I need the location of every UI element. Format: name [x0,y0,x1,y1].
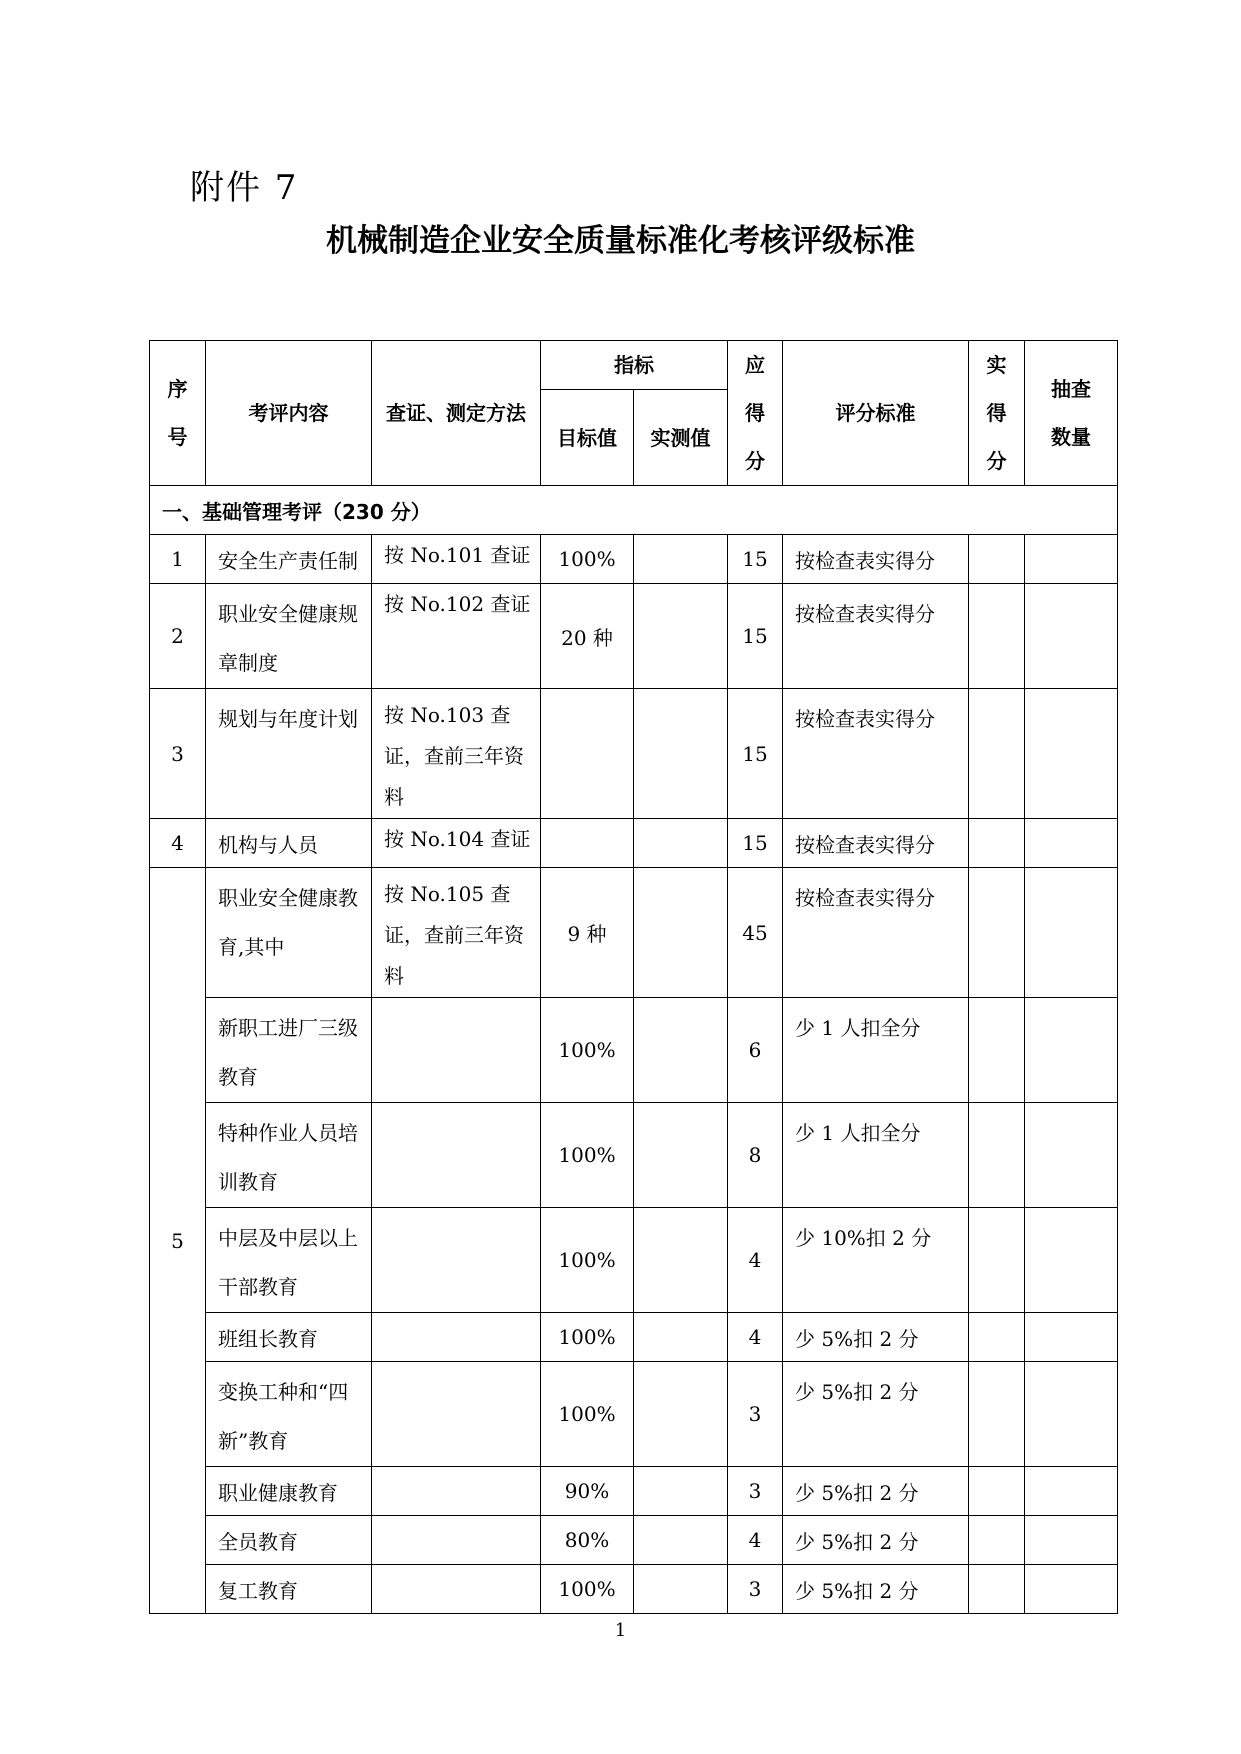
table-row [150,1313,1118,1362]
actual-score-cell [969,1103,1025,1208]
measured-cell [634,1516,728,1565]
sample-cell [1025,689,1118,819]
measured-cell [634,1565,728,1614]
measured-cell [634,868,728,998]
score-cell: 15 [728,689,783,819]
table-row [150,535,1118,584]
seq-cell: 5 [150,868,206,1614]
criteria-cell: 少 5%扣 2 分 [783,1313,969,1362]
method-cell [372,1467,541,1516]
score-cell: 4 [728,1516,783,1565]
content-cell: 职业健康教育 [206,1467,372,1516]
content-cell: 职业安全健康教育,其中 [206,868,372,998]
score-cell: 15 [728,819,783,868]
table-row [150,868,1118,998]
assessment-table [149,340,1118,1614]
criteria-cell: 按检查表实得分 [783,868,969,998]
header-method: 查证、测定方法 [372,341,541,486]
content-cell: 中层及中层以上干部教育 [206,1208,372,1313]
score-cell: 15 [728,584,783,689]
method-cell [372,998,541,1103]
sample-cell [1025,535,1118,584]
target-cell: 100% [541,535,634,584]
sample-cell [1025,1313,1118,1362]
criteria-cell: 少 5%扣 2 分 [783,1565,969,1614]
target-cell: 100% [541,1565,634,1614]
content-cell: 全员教育 [206,1516,372,1565]
table-row [150,1516,1118,1565]
sample-cell [1025,1103,1118,1208]
target-cell [541,689,634,819]
target-cell: 100% [541,1208,634,1313]
criteria-cell: 按检查表实得分 [783,584,969,689]
criteria-cell: 少 1 人扣全分 [783,1103,969,1208]
actual-score-cell [969,584,1025,689]
table-row [150,819,1118,868]
content-cell: 职业安全健康规章制度 [206,584,372,689]
measured-cell [634,819,728,868]
criteria-cell: 按检查表实得分 [783,819,969,868]
target-cell [541,819,634,868]
header-target: 目标值 [541,390,634,486]
method-cell [372,1362,541,1467]
seq-cell: 3 [150,689,206,819]
sample-cell [1025,1565,1118,1614]
method-cell [372,1103,541,1208]
header-measured: 实测值 [634,390,728,486]
target-cell: 100% [541,1103,634,1208]
method-cell: 按 No.105 查证，查前三年资料 [372,868,541,998]
header-criteria: 评分标准 [783,341,969,486]
actual-score-cell [969,1467,1025,1516]
sample-cell [1025,1516,1118,1565]
table-row [150,1362,1118,1467]
measured-cell [634,535,728,584]
table-row [150,1467,1118,1516]
table-row [150,998,1118,1103]
score-cell: 3 [728,1362,783,1467]
attachment-label: 附件 7 [190,168,299,208]
actual-score-cell [969,1313,1025,1362]
content-cell: 机构与人员 [206,819,372,868]
sample-cell [1025,998,1118,1103]
actual-score-cell [969,1516,1025,1565]
header-sample: 抽查 数量 [1025,341,1118,486]
header-actual-score: 实 得 分 [969,341,1025,486]
seq-cell: 1 [150,535,206,584]
page-number: 1 [614,1620,627,1641]
method-cell [372,1313,541,1362]
criteria-cell: 少 5%扣 2 分 [783,1516,969,1565]
sample-cell [1025,1208,1118,1313]
actual-score-cell [969,1362,1025,1467]
header-seq: 序 号 [150,341,206,486]
criteria-cell: 少 5%扣 2 分 [783,1362,969,1467]
criteria-cell: 少 5%扣 2 分 [783,1467,969,1516]
measured-cell [634,1362,728,1467]
section-heading: 一、基础管理考评（230 分） [150,486,1118,535]
score-cell: 15 [728,535,783,584]
criteria-cell: 按检查表实得分 [783,535,969,584]
sample-cell [1025,1362,1118,1467]
actual-score-cell [969,998,1025,1103]
sample-cell [1025,868,1118,998]
table-row [150,1565,1118,1614]
measured-cell [634,689,728,819]
target-cell: 20 种 [541,584,634,689]
criteria-cell: 少 1 人扣全分 [783,998,969,1103]
target-cell: 90% [541,1467,634,1516]
score-cell: 4 [728,1208,783,1313]
measured-cell [634,998,728,1103]
actual-score-cell [969,535,1025,584]
score-cell: 3 [728,1565,783,1614]
content-cell: 特种作业人员培训教育 [206,1103,372,1208]
method-cell: 按 No.103 查证，查前三年资料 [372,689,541,819]
measured-cell [634,1208,728,1313]
table-row [150,689,1118,819]
criteria-cell: 少 10%扣 2 分 [783,1208,969,1313]
table-row [150,1103,1118,1208]
measured-cell [634,584,728,689]
target-cell: 80% [541,1516,634,1565]
content-cell: 变换工种和“四新”教育 [206,1362,372,1467]
content-cell: 新职工进厂三级教育 [206,998,372,1103]
content-cell: 复工教育 [206,1565,372,1614]
measured-cell [634,1467,728,1516]
criteria-cell: 按检查表实得分 [783,689,969,819]
target-cell: 100% [541,998,634,1103]
content-cell: 规划与年度计划 [206,689,372,819]
seq-cell: 4 [150,819,206,868]
method-cell: 按 No.102 查证 [372,584,541,689]
table-row [150,1208,1118,1313]
actual-score-cell [969,819,1025,868]
header-content: 考评内容 [206,341,372,486]
target-cell: 9 种 [541,868,634,998]
measured-cell [634,1103,728,1208]
method-cell [372,1208,541,1313]
method-cell: 按 No.101 查证 [372,535,541,584]
header-indicator: 指标 [541,341,728,390]
score-cell: 4 [728,1313,783,1362]
actual-score-cell [969,1208,1025,1313]
measured-cell [634,1313,728,1362]
method-cell [372,1516,541,1565]
sample-cell [1025,819,1118,868]
actual-score-cell [969,689,1025,819]
table-row [150,584,1118,689]
target-cell: 100% [541,1362,634,1467]
content-cell: 班组长教育 [206,1313,372,1362]
sample-cell [1025,584,1118,689]
method-cell [372,1565,541,1614]
score-cell: 8 [728,1103,783,1208]
score-cell: 3 [728,1467,783,1516]
actual-score-cell [969,868,1025,998]
header-due-score: 应 得 分 [728,341,783,486]
score-cell: 45 [728,868,783,998]
actual-score-cell [969,1565,1025,1614]
score-cell: 6 [728,998,783,1103]
document-title: 机械制造企业安全质量标准化考核评级标准 [326,223,915,259]
method-cell: 按 No.104 查证 [372,819,541,868]
content-cell: 安全生产责任制 [206,535,372,584]
target-cell: 100% [541,1313,634,1362]
seq-cell: 2 [150,584,206,689]
sample-cell [1025,1467,1118,1516]
